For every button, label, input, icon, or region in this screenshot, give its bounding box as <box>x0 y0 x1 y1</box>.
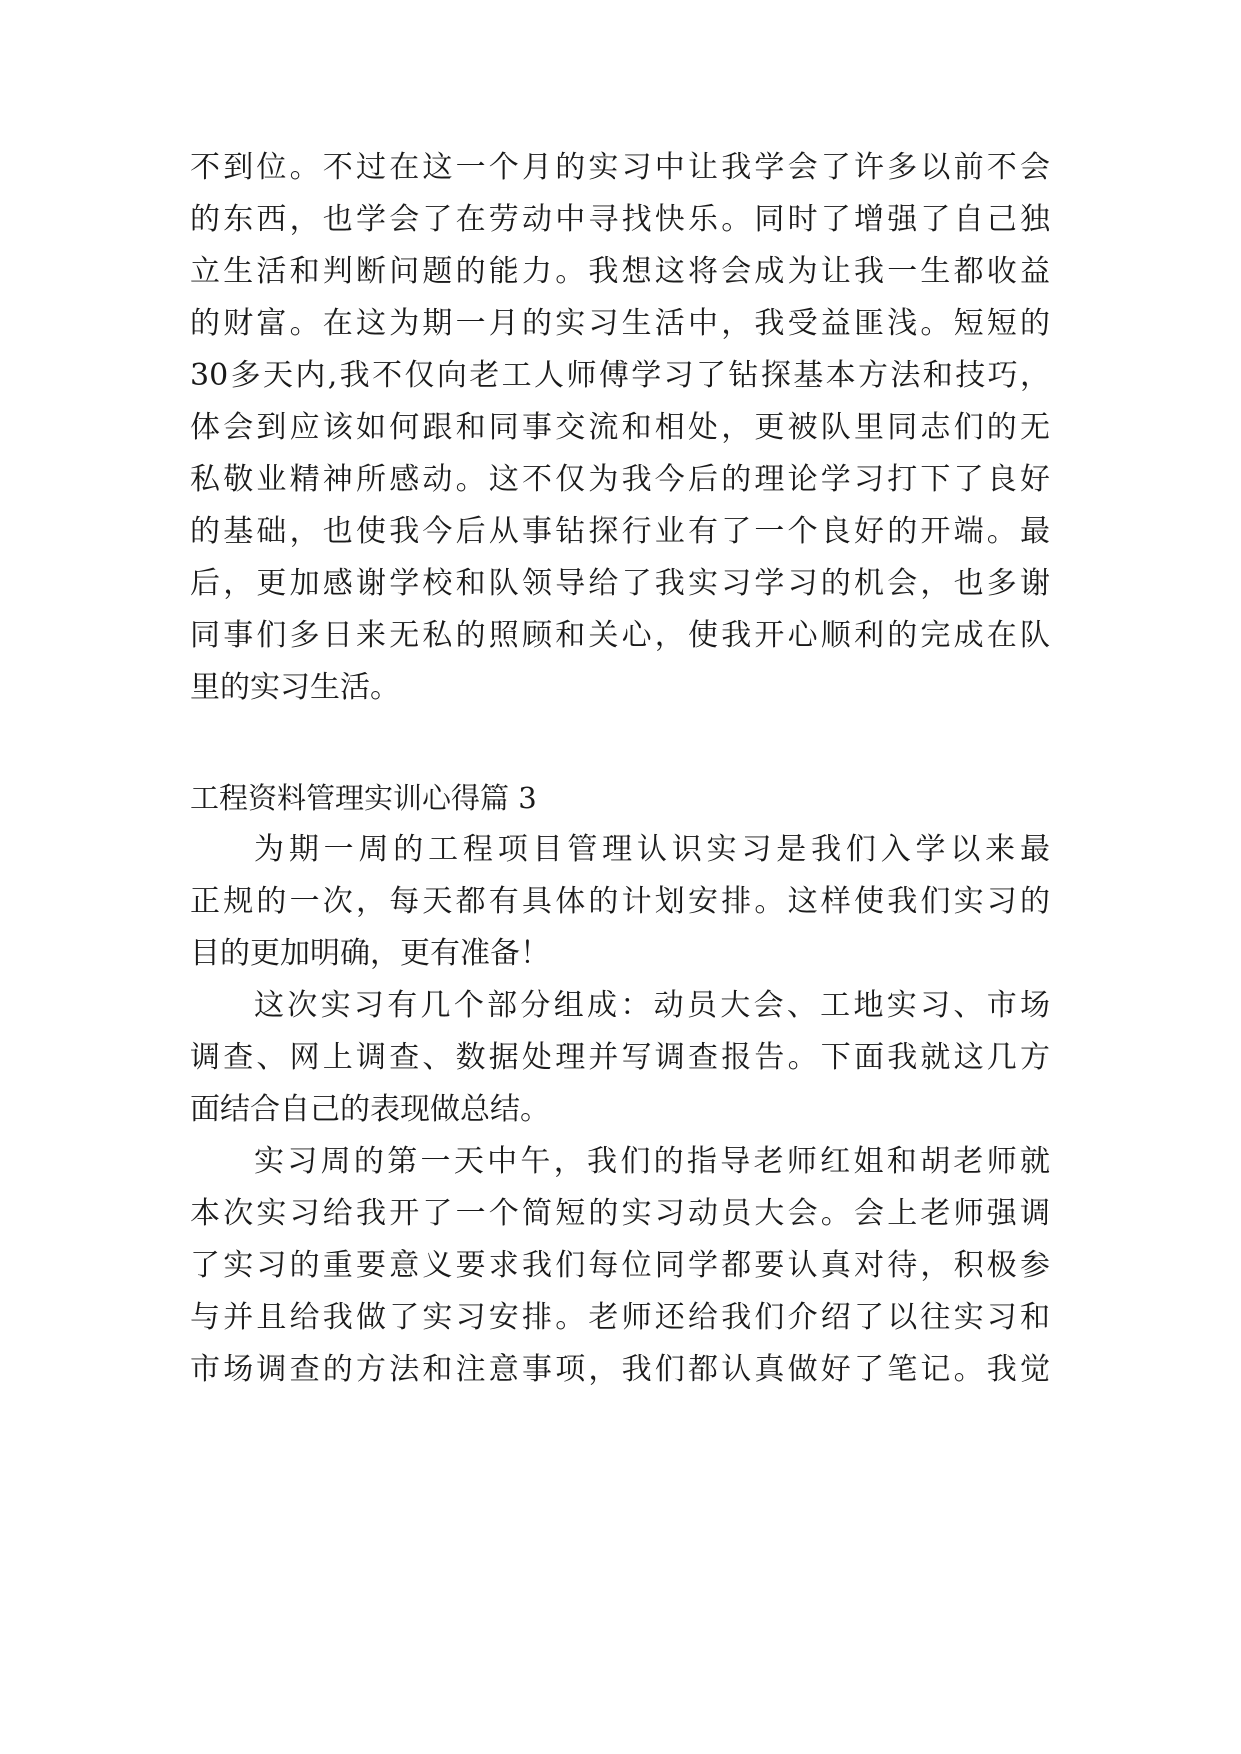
text-line: 为期一周的工程项目管理认识实习是我们入学以来最 <box>254 832 1050 867</box>
text-line: 正规的一次，每天都有具体的计划安排。这样使我们实习的 <box>190 884 1050 919</box>
text-line: 了实习的重要意义要求我们每位同学都要认真对待，积极参 <box>190 1248 1050 1283</box>
text-line: 立生活和判断问题的能力。我想这将会成为让我一生都收益 <box>190 254 1050 289</box>
text-line: 的东西，也学会了在劳动中寻找快乐。同时了增强了自己独 <box>190 202 1050 237</box>
text-line: 调查、网上调查、数据处理并写调查报告。下面我就这几方 <box>190 1040 1050 1075</box>
text-line: 市场调查的方法和注意事项，我们都认真做好了笔记。我觉 <box>190 1352 1050 1387</box>
text-line: 实习周的第一天中午，我们的指导老师红姐和胡老师就 <box>254 1144 1050 1179</box>
text-line: 私敬业精神所感动。这不仅为我今后的理论学习打下了良好 <box>190 462 1050 497</box>
text-line: 不到位。不过在这一个月的实习中让我学会了许多以前不会 <box>190 150 1050 185</box>
text-line: 体会到应该如何跟和同事交流和相处，更被队里同志们的无 <box>190 410 1050 445</box>
text-line: 后，更加感谢学校和队领导给了我实习学习的机会，也多谢 <box>190 566 1050 601</box>
text-line: 目的更加明确，更有准备！ <box>190 936 550 971</box>
text-line: 与并且给我做了实习安排。老师还给我们介绍了以往实习和 <box>190 1300 1050 1335</box>
text-line: 面结合自己的表现做总结。 <box>190 1092 550 1127</box>
text-line: 本次实习给我开了一个简短的实习动员大会。会上老师强调 <box>190 1196 1050 1231</box>
text-line: 的财富。在这为期一月的实习生活中，我受益匪浅。短短的 <box>190 306 1050 341</box>
section-title: 工程资料管理实训心得篇 3 <box>190 781 537 815</box>
text-line: 这次实习有几个部分组成：动员大会、工地实习、市场 <box>254 988 1050 1023</box>
text-line: 30多天内,我不仅向老工人师傅学习了钻探基本方法和技巧， <box>190 358 1050 393</box>
text-line: 的基础，也使我今后从事钻探行业有了一个良好的开端。最 <box>190 514 1050 549</box>
text-line: 里的实习生活。 <box>190 670 400 705</box>
text-line: 同事们多日来无私的照顾和关心，使我开心顺利的完成在队 <box>190 618 1050 653</box>
